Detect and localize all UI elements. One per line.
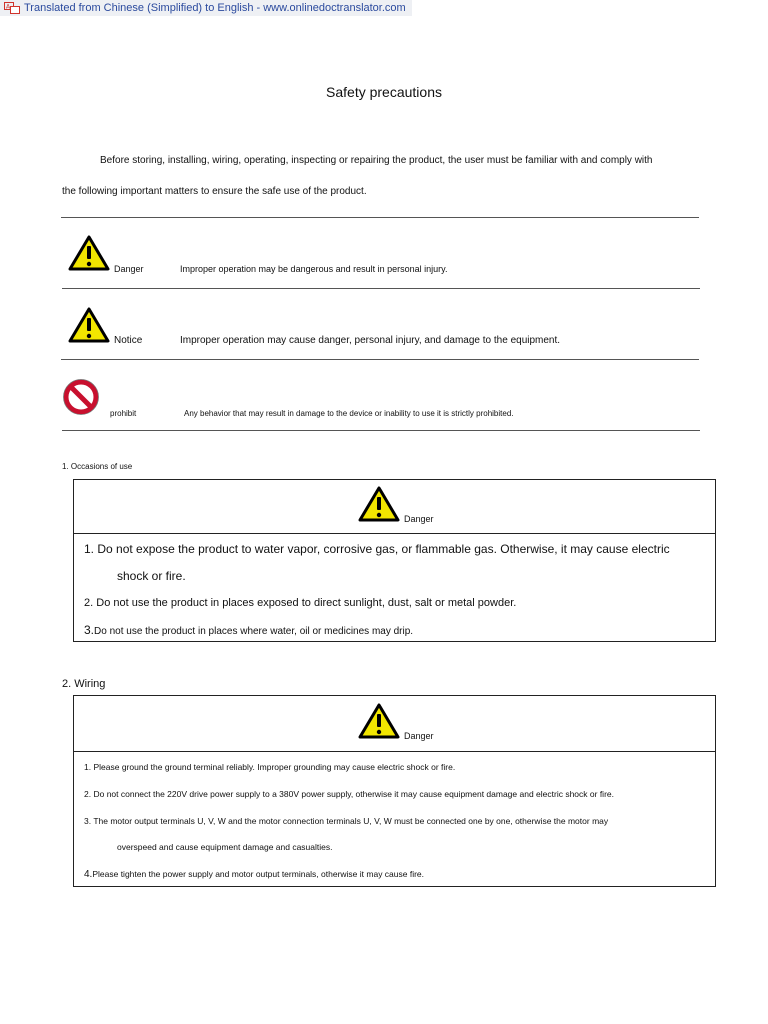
legend-divider: [62, 288, 700, 289]
section-heading-occasions: 1. Occasions of use: [62, 462, 133, 471]
translation-banner[interactable]: [0, 0, 412, 16]
list-item: 4.Please tighten the power supply and motor output terminals, otherwise it may cause fire.: [84, 869, 425, 880]
danger-box-occasions: [73, 479, 716, 642]
list-item-continuation: shock or fire.: [117, 569, 186, 583]
section-heading-wiring: 2. Wiring: [62, 678, 106, 690]
warning-triangle-icon: [358, 703, 400, 739]
prohibit-icon: [62, 378, 100, 416]
list-item-continuation: overspeed and cause equipment damage and casualties.: [117, 842, 333, 852]
danger-box-header: [74, 480, 715, 534]
danger-box-wiring: [73, 695, 716, 887]
translate-icon: [4, 2, 20, 14]
legend-divider: [61, 217, 699, 218]
danger-label: Danger: [404, 514, 434, 524]
legend-desc-prohibit: Any behavior that may result in damage to the device or inability to use it is strictly prohibited.: [184, 409, 514, 418]
legend-word-notice: Notice: [114, 335, 143, 346]
legend-desc-notice: Improper operation may cause danger, personal injury, and damage to the equipment.: [180, 335, 561, 346]
intro-line-2: the following important matters to ensure the safe use of the product.: [62, 186, 367, 197]
danger-box-header: [74, 696, 715, 752]
page-title: Safety precautions: [326, 84, 442, 100]
list-item: 3. The motor output terminals U, V, W and the motor connection terminals U, V, W must be connected one by one, otherwise the motor may: [84, 816, 609, 826]
legend-word-prohibit: prohibit: [110, 409, 137, 418]
list-item: 1. Do not expose the product to water vapor, corrosive gas, or flammable gas. Otherwise, it may cause electric: [84, 542, 670, 556]
intro-line-1: Before storing, installing, wiring, operating, inspecting or repairing the product, the user must be familiar with and comply with: [100, 155, 653, 166]
danger-label: Danger: [404, 731, 434, 741]
legend-word-danger: Danger: [114, 264, 144, 274]
banner-text[interactable]: Translated from Chinese (Simplified) to English - www.onlinedoctranslator.com: [24, 2, 406, 14]
svg-text:A: A: [6, 3, 11, 11]
list-item: 2. Do not use the product in places exposed to direct sunlight, dust, salt or metal powder.: [84, 597, 517, 609]
list-item: 1. Please ground the ground terminal reliably. Improper grounding may cause electric shock or fire.: [84, 762, 456, 772]
warning-triangle-icon: [358, 486, 400, 522]
legend-desc-danger: Improper operation may be dangerous and result in personal injury.: [180, 264, 448, 274]
legend-divider: [61, 359, 699, 360]
list-item: 3.Do not use the product in places where water, oil or medicines may drip.: [84, 623, 414, 637]
warning-triangle-icon: [68, 307, 110, 343]
warning-triangle-icon: [68, 235, 110, 271]
list-item: 2. Do not connect the 220V drive power supply to a 380V power supply, otherwise it may cause equipment damage and electric shock or fire.: [84, 789, 614, 799]
legend-divider: [62, 430, 700, 431]
